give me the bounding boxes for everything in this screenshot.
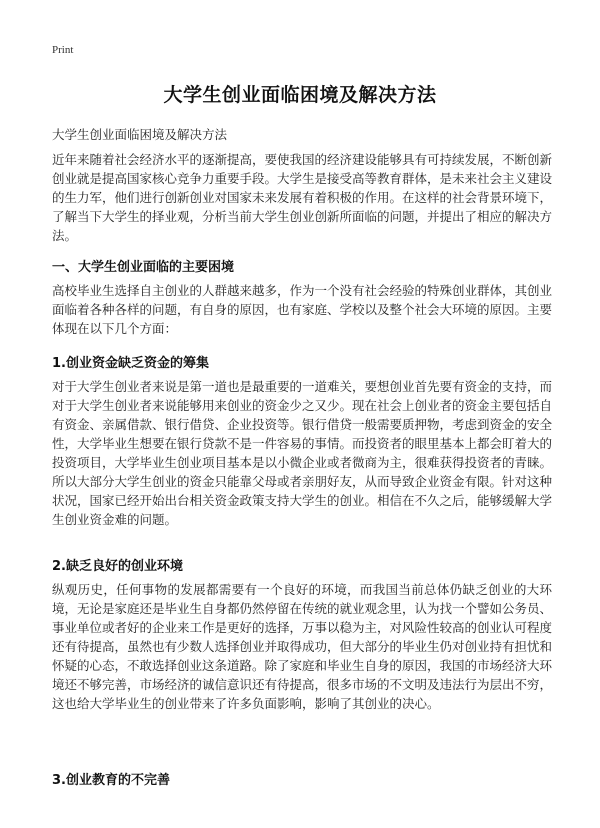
subsection-paragraph-funding: 对于大学生创业者来说是第一道也是最重要的一道难关，要想创业首先要有资金的支持，而对于大学生创业者来说能够用来创业的资金少之又少。现在社会上创业者的资金主要包括自有资金、亲属借款、银行借贷、企业投资等。银行借贷一般需要质押物，考虑到资金的安全性，大学毕业生想要在银行贷款不是一件容易的事情。而投资者的眼里基本上都会盯着大的投资项目，大学毕业生创业项目基本是以小微企业或者微商为主，很难获得投资者的青睐。所以大部分大学生创业的资金只能靠父母或者亲朋好友，从而导致企业资金有限。针对这种状况，国家已经开始出台相关资金政策支持大学生的创业。相信在不久之后，能够缓解大学生创业资金难的问题。 [52,379,553,527]
print-label: Print [52,44,74,56]
subsection-heading-funding: 1.创业资金缺乏资金的筹集 [52,356,209,371]
subsection-heading-education: 3.创业教育的不完善 [52,773,170,788]
subsection-heading-environment: 2.缺乏良好的创业环境 [52,559,183,574]
subsection-paragraph-environment: 纵观历史，任何事物的发展都需要有一个良好的环境，而我国当前总体仍缺乏创业的大环境，无论是家庭还是毕业生自身都仍然停留在传统的就业观念里，认为找一个譬如公务员、事业单位或者好的企业来工作是更好的选择，万事以稳为主，对风险性较高的创业认可程度还有待提高，虽然也有少数人选择创业并取得成功，但大部分的毕业生仍对创业持有担忧和怀疑的心态，不敢选择创业这条道路。除了家庭和毕业生自身的原因，我国的市场经济大环境还不够完善，市场经济的诚信意识还有待提高，很多市场的不文明及违法行为层出不穷，这也给大学毕业生的创业带来了许多负面影响，影响了其创业的决心。 [52,582,553,711]
document-title: 大学生创业面临困境及解决方法 [163,84,437,106]
section-heading-main-difficulties: 一、大学生创业面临的主要困境 [52,260,235,275]
section-paragraph-overview: 高校毕业生选择自主创业的人群越来越多，作为一个没有社会经验的特殊创业群体，其创业面临着各种各样的问题，有自身的原因，也有家庭、学校以及整个社会大环境的原因。主要体现在以下几个方面： [52,283,553,336]
intro-paragraph: 近年来随着社会经济水平的逐渐提高，要使我国的经济建设能够具有可持续发展，不断创新创业就是提高国家核心竞争力重要手段。大学生是接受高等教育群体，是未来社会主义建设的生力军，他们进行创新创业对国家未来发展有着积极的作用。在这样的社会背景环境下，了解当下大学生的择业观，分析当前大学生创业创新所面临的问题，并提出了相应的解决方法。 [52,152,553,243]
document-subtitle: 大学生创业面临困境及解决方法 [52,127,228,142]
